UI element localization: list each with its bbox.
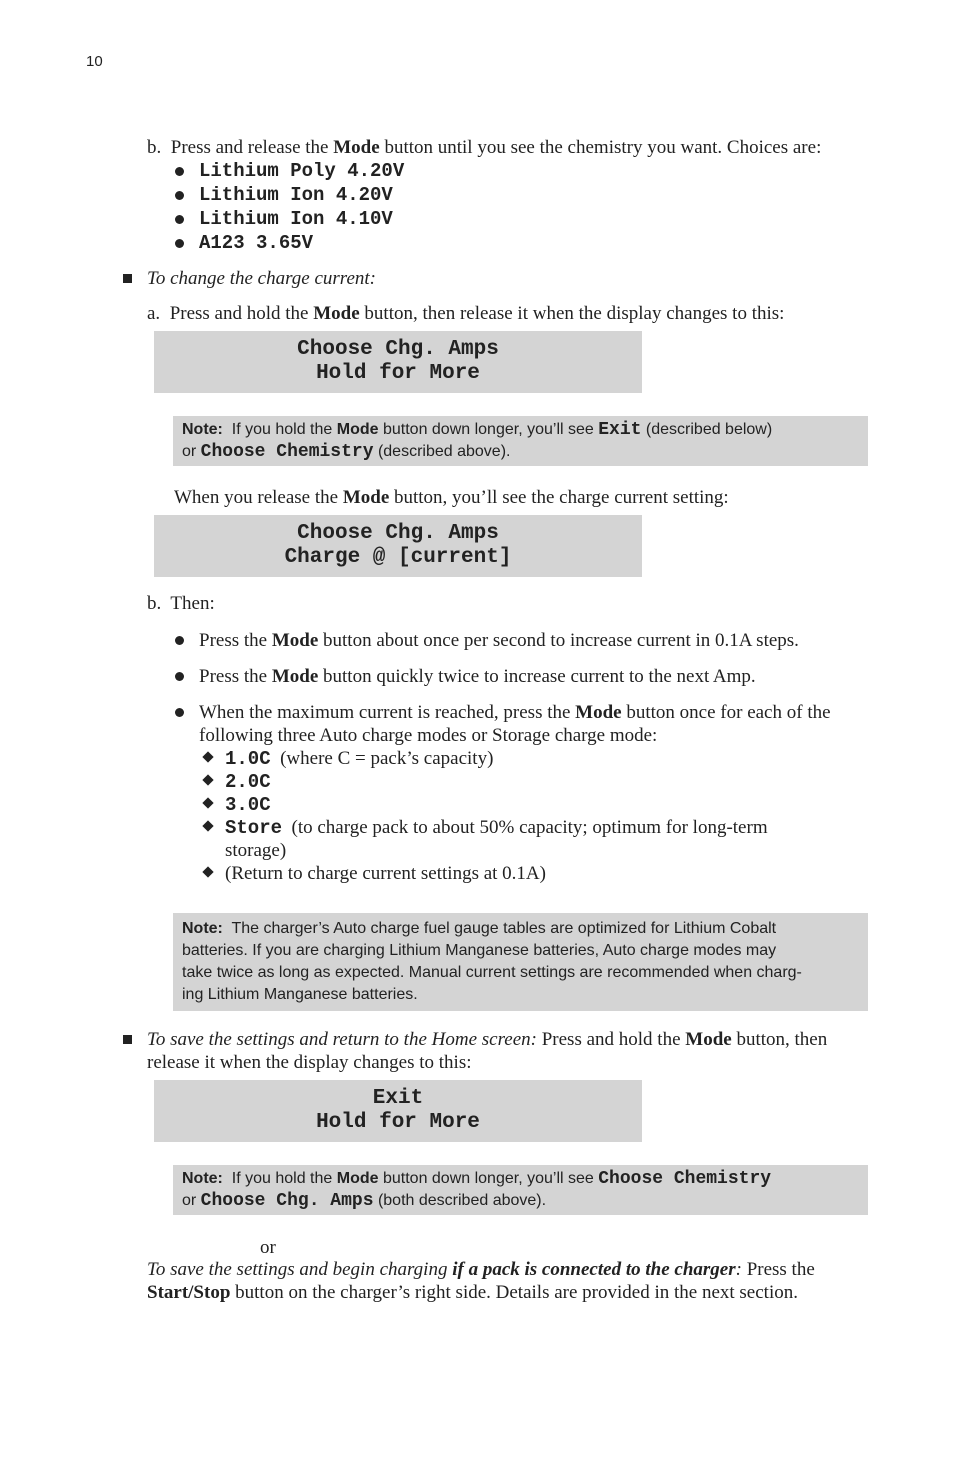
lcd-line: Hold for More: [316, 362, 480, 385]
note-box: [173, 416, 868, 466]
body-text: button, then: [731, 1029, 828, 1050]
mode-keyword: Mode: [271, 630, 319, 651]
mode-keyword: Mode: [271, 666, 319, 687]
lcd-line: Choose Chg. Amps: [297, 338, 499, 361]
note-text: or: [182, 443, 201, 460]
bullet-dot-icon: [175, 636, 184, 645]
note-text: batteries. If you are charging Lithium Manganese batteries, Auto charge modes may: [182, 942, 777, 959]
step-b-then: [147, 592, 215, 615]
mode-item: [225, 793, 271, 817]
body-text: When the maximum current is reached, press the: [199, 702, 576, 723]
note-text: The charger’s Auto charge fuel gauge tables are optimized for Lithium Cobalt: [231, 920, 777, 937]
lcd-line: Hold for More: [316, 1111, 480, 1134]
bullet-dot-icon: [175, 191, 184, 200]
save-home-text: [147, 1028, 827, 1051]
note-text: (described above).: [377, 443, 511, 460]
note-text: ing Lithium Manganese batteries.: [182, 986, 418, 1003]
note-text: or: [182, 1192, 201, 1209]
note-text: button down longer, you’ll see: [378, 421, 599, 438]
bold-italic-text: if a pack is connected to the charger: [452, 1259, 736, 1280]
bullet-item-continuation: following three Auto charge modes or Storage charge mode:: [199, 725, 658, 746]
chemistry-choice: A123 3.65V: [199, 232, 314, 254]
lcd-line: Choose Chg. Amps: [297, 522, 499, 545]
body-text: (where C = pack’s capacity): [280, 748, 494, 769]
note-label: Note:: [182, 920, 223, 937]
bullet-item: [199, 629, 799, 652]
diamond-bullet-icon: [202, 797, 213, 808]
display-code: 2.0C: [225, 771, 271, 793]
bullet-dot-icon: [175, 215, 184, 224]
lcd-line: Exit: [372, 1087, 424, 1110]
body-text: Press the: [199, 666, 272, 687]
body-text: Press the: [199, 630, 272, 651]
diamond-bullet-icon: [202, 820, 213, 831]
or-text: or: [260, 1237, 276, 1258]
lcd-display-exit: [154, 1080, 642, 1142]
note-text: If you hold the: [231, 421, 337, 438]
body-text: button, you’ll see the charge current setting:: [389, 487, 729, 508]
square-bullet-icon: [123, 274, 132, 283]
mode-keyword: Mode: [333, 137, 380, 158]
display-code: Choose Chg. Amps: [200, 1191, 374, 1211]
diamond-bullet-icon: [202, 751, 213, 762]
display-code: Choose Chemistry: [598, 1169, 772, 1189]
display-code: 1.0C: [225, 748, 271, 770]
note-label: Note:: [182, 1170, 223, 1187]
body-text: button once for each of the: [621, 702, 831, 723]
chemistry-choice: Lithium Ion 4.10V: [199, 208, 393, 230]
note-label: Note:: [182, 421, 223, 438]
step-letter: b.: [147, 137, 162, 158]
body-text: When you release the: [174, 487, 343, 508]
step-a: [147, 302, 784, 325]
diamond-bullet-icon: [202, 774, 213, 785]
mode-item: [225, 747, 493, 771]
step-letter: b.: [147, 593, 162, 614]
lcd-display-choose-amps: [154, 331, 642, 393]
step-text: button until you see the chemistry you want. Choices are:: [379, 137, 822, 158]
bullet-item: [199, 665, 756, 688]
note-text: (both described above).: [377, 1192, 547, 1209]
step-letter: a.: [147, 303, 161, 324]
diamond-bullet-icon: [202, 866, 213, 877]
mode-item: [225, 816, 768, 840]
bullet-dot-icon: [175, 708, 184, 717]
start-stop-keyword: Start/Stop: [147, 1282, 231, 1303]
chemistry-choice: Lithium Ion 4.20V: [199, 184, 393, 206]
body-text: Press and hold the: [536, 1029, 686, 1050]
bullet-dot-icon: [175, 239, 184, 248]
bullet-item: [199, 701, 831, 724]
step-text: Press and release the: [170, 137, 334, 158]
mode-keyword: Mode: [685, 1029, 732, 1050]
italic-heading: To save the settings and return to the Home screen:: [147, 1029, 537, 1050]
mode-item-continuation: storage): [225, 840, 287, 861]
lcd-line: Charge @ [current]: [284, 546, 512, 569]
change-current-heading: To change the charge current:: [147, 268, 377, 289]
note-text: button down longer, you’ll see: [378, 1170, 599, 1187]
mode-keyword: Mode: [336, 1170, 379, 1187]
bullet-dot-icon: [175, 167, 184, 176]
mode-keyword: Mode: [336, 421, 379, 438]
bullet-dot-icon: [175, 672, 184, 681]
mode-item: [225, 770, 271, 794]
note-box-exit: [173, 1165, 868, 1215]
italic-text: :: [735, 1259, 742, 1280]
step-text: Then:: [170, 593, 215, 614]
note-box-fuel-gauge: [173, 913, 868, 1011]
note-text: take twice as long as expected. Manual current settings are recommended when charg-: [182, 964, 802, 981]
display-code: Choose Chemistry: [200, 442, 374, 462]
note-text: If you hold the: [231, 1170, 337, 1187]
save-charge-text: [147, 1258, 815, 1281]
save-charge-continuation: [147, 1281, 798, 1304]
body-text: button quickly twice to increase current to the next Amp.: [318, 666, 756, 687]
release-text: [174, 486, 729, 509]
step-text: button, then release it when the display changes to this:: [359, 303, 785, 324]
mode-keyword: Mode: [342, 487, 390, 508]
mode-keyword: Mode: [313, 303, 360, 324]
save-home-continuation: release it when the display changes to this:: [147, 1052, 472, 1073]
lcd-display-charge-current: [154, 515, 642, 577]
body-text: Press the: [741, 1259, 815, 1280]
mode-item: (Return to charge current settings at 0.1A): [225, 863, 546, 884]
step-text: Press and hold the: [169, 303, 314, 324]
note-text: (described below): [645, 421, 773, 438]
body-text: button on the charger’s right side. Details are provided in the next section.: [230, 1282, 798, 1303]
page-number: 10: [86, 53, 103, 70]
body-text: button about once per second to increase current in 0.1A steps.: [318, 630, 799, 651]
display-code: Store: [225, 817, 283, 839]
mode-keyword: Mode: [575, 702, 622, 723]
italic-text: To save the settings and begin charging: [147, 1259, 453, 1280]
display-code: Exit: [598, 420, 642, 440]
body-text: (to charge pack to about 50% capacity; optimum for long-term: [291, 817, 768, 838]
square-bullet-icon: [123, 1035, 132, 1044]
chemistry-choice: Lithium Poly 4.20V: [199, 160, 405, 182]
display-code: 3.0C: [225, 794, 271, 816]
step-b-chemistry: [147, 136, 821, 159]
